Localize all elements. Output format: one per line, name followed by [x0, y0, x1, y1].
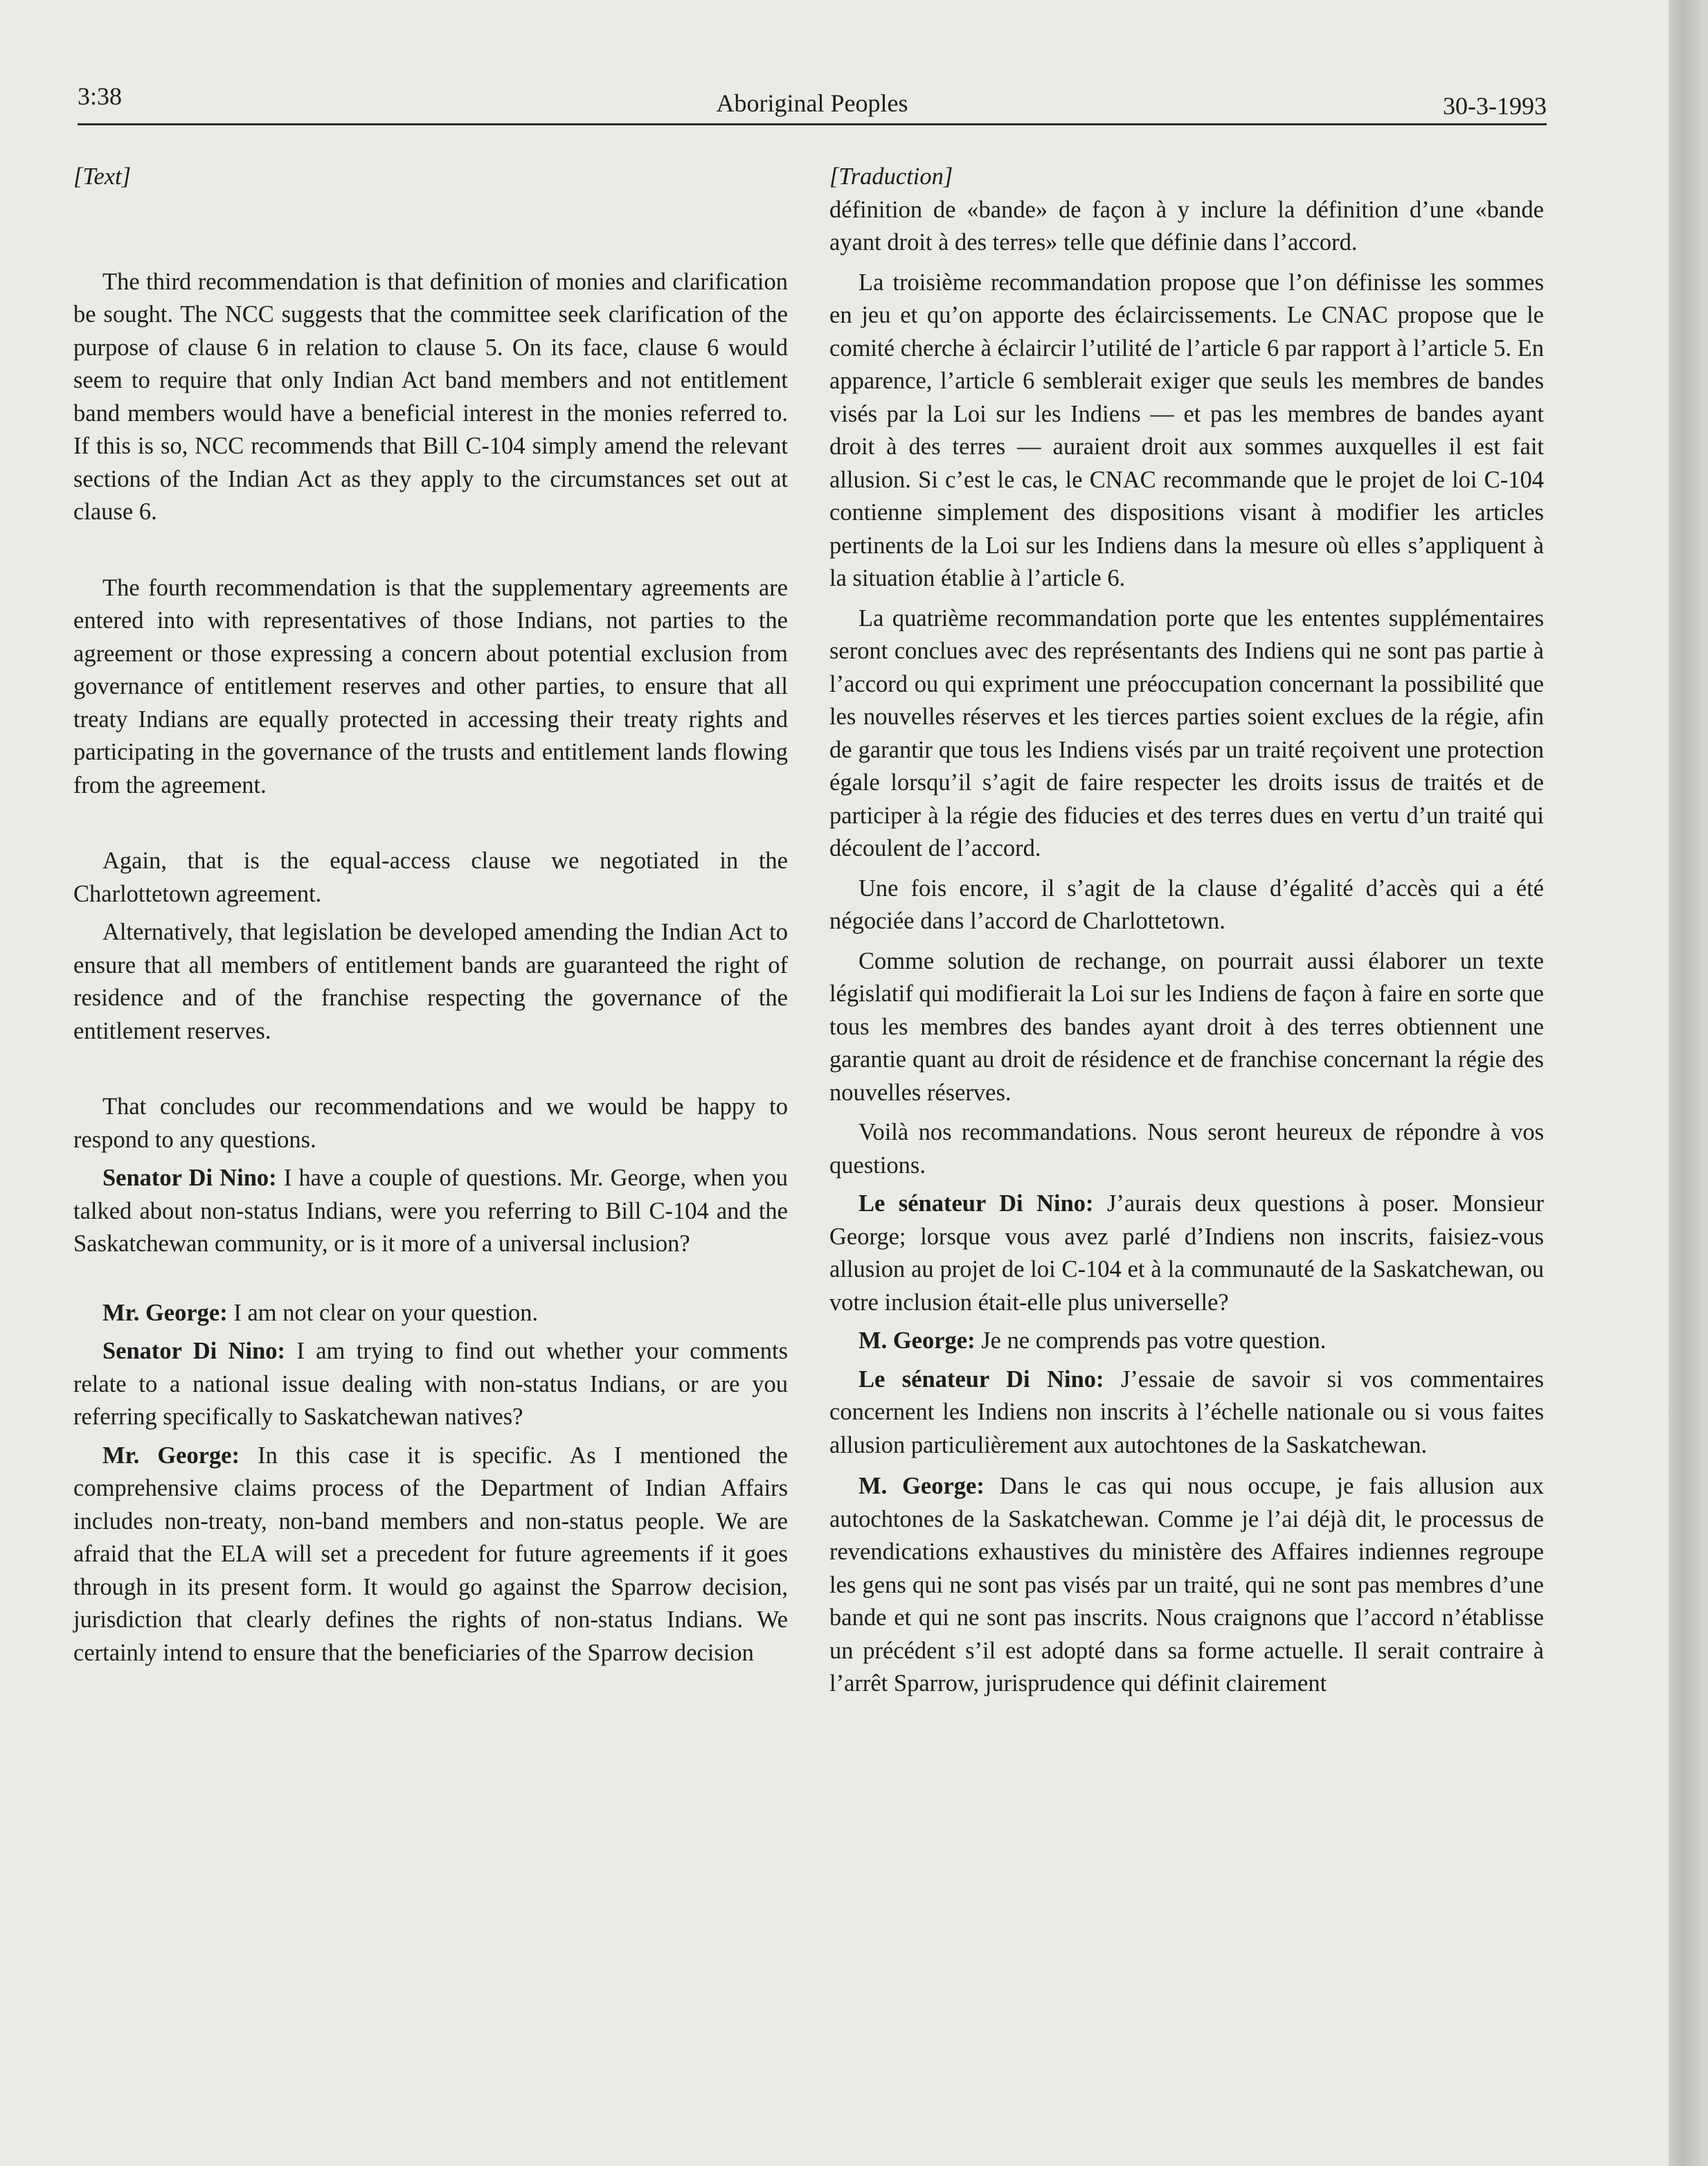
paragraph-text: Je ne comprends pas votre question.: [975, 1327, 1327, 1354]
speaker-name: Le sénateur Di Nino:: [859, 1190, 1094, 1217]
french-paragraph-5: [829, 945, 1544, 1110]
french-label: [Traduction]: [829, 163, 953, 190]
binding-edge: [1669, 0, 1708, 2166]
sitting-date: 30-3-1993: [1443, 92, 1547, 120]
french-column: [829, 161, 1544, 1701]
french-paragraph-7: [829, 1188, 1544, 1319]
french-paragraph-6: [829, 1116, 1544, 1182]
english-column: [73, 161, 788, 1670]
english-label: [Text]: [73, 163, 132, 190]
english-paragraph-6: [73, 1162, 788, 1261]
speaker-name: Le sénateur Di Nino:: [859, 1366, 1104, 1393]
french-paragraph-2: [829, 267, 1544, 596]
paragraph-text: J’aurais deux questions à poser. Monsieur George; lorsque vous avez parlé d’Indiens non inscrits, faisiez-vous allusion au projet de loi C-104 et à la communauté de la Saskatchewan, ou votre inclusion était-elle plus universelle?: [829, 1190, 1544, 1316]
french-paragraph-9: [829, 1363, 1544, 1462]
paragraph-text: That concludes our recommendations and we would be happy to respond to any questions.: [73, 1093, 788, 1153]
page-number: 3:38: [78, 82, 123, 110]
english-paragraph-5: [73, 1091, 788, 1156]
paragraph-text: Comme solution de rechange, on pourrait aussi élaborer un texte législatif qui modifierait la Loi sur les Indiens de façon à faire en sorte que tous les membres des bandes ayant droit à des terres obtiennent une garantie quant au droit de résidence et de franchise concernant la régie des nouvelles réserves.: [829, 947, 1544, 1106]
english-paragraph-1: [73, 266, 788, 529]
speaker-name: Senator Di Nino:: [102, 1338, 286, 1364]
paragraph-text: La troisième recommandation propose que l’on définisse les sommes en jeu et qu’on apporte des éclaircissements. Le CNAC propose que le comité cherche à éclaircir l’utilité de l’article 6 par rapport à l’article 5. En apparence, l’article 6 semblerait exiger que seuls les membres de bandes visés par la Loi sur les Indiens — et pas les membres de bandes ayant droit à des terres — auraient droit aux sommes auxquelles il est fait allusion. Si c’est le cas, le CNAC recommande que le projet de loi C-104 contienne simplement des dispositions visant à modifier les articles pertinents de la Loi sur les Indiens dans la mesure où elles s’appliquent à la situation établie à l’article 6.: [829, 269, 1544, 591]
running-title: Aboriginal Peoples: [716, 89, 908, 117]
paragraph-text: I am trying to find out whether your comments relate to a national issue dealing with non-status Indians, or are you referring specifically to Saskatchewan natives?: [73, 1338, 789, 1430]
page-header: [78, 82, 1547, 125]
paragraph-text: The fourth recommendation is that the supplementary agreements are entered into with representatives of those Indians, not parties to the agreement or those expressing a concern about potential exclusion from governance of entitlement reserves and other parties, to ensure that all treaty Indians are equally protected in accessing their treaty rights and participating in the governance of the trusts and entitlement lands flowing from the agreement.: [73, 574, 788, 798]
french-paragraph-8: [829, 1325, 1544, 1358]
french-body: [829, 194, 1544, 1701]
french-paragraph-4: [829, 872, 1544, 938]
english-paragraph-4: [73, 916, 788, 1048]
french-paragraph-10: [829, 1470, 1544, 1701]
paragraph-text: Again, that is the equal-access clause we negotiated in the Charlottetown agreement.: [73, 848, 788, 907]
paragraph-text: définition de «bande» de façon à y inclure la définition d’une «bande ayant droit à des terres» telle que définie dans l’accord.: [829, 196, 1544, 256]
speaker-name: M. George:: [859, 1473, 985, 1499]
paragraph-text: Une fois encore, il s’agit de la clause d’égalité d’accès qui a été négociée dans l’accord de Charlottetown.: [829, 875, 1544, 934]
paragraph-text: La quatrième recommandation porte que les ententes supplémentaires seront conclues avec des représentants des Indiens qui ne sont pas partie à l’accord ou qui expriment une préoccupation concernant la possibilité que les nouvelles réserves et les tierces parties soient exclues de la régie, afin de garantir que tous les Indiens visés par un traité reçoivent une protection égale lorsqu’il s’agit de faire respecter les droits issus de traités et de participer à la régie des fiducies et des terres dues en vertu d’un traité qui découlent de l’accord.: [829, 605, 1544, 861]
speaker-name: Senator Di Nino:: [102, 1165, 277, 1191]
paragraph-text: The third recommendation is that definition of monies and clarification be sought. The NCC suggests that the committee seek clarification of the purpose of clause 6 in relation to clause 5. On its face, clause 6 would seem to require that only Indian Act band members and not entitlement band members would have a beneficial interest in the monies referred to. If this is so, NCC recommends that Bill C-104 simply amend the relevant sections of the Indian Act as they apply to the circumstances set out at clause 6.: [73, 268, 788, 525]
french-paragraph-1: [829, 194, 1544, 260]
speaker-name: Mr. George:: [102, 1299, 228, 1326]
english-paragraph-3: [73, 845, 788, 911]
paragraph-text: In this case it is specific. As I mentioned the comprehensive claims process of the Department of Indian Affairs includes non-treaty, non-band members and non-status people. We are afraid that the ELA will set a precedent for future agreements if it goes through in its present form. It would go against the Sparrow decision, jurisdiction that clearly defines the rights of non-status Indians. We certainly intend to ensure that the beneficiaries of the Sparrow decision: [73, 1442, 788, 1666]
paragraph-text: I have a couple of questions. Mr. George, when you talked about non-status Indians, were you referring to Bill C-104 and the Saskatchewan community, or is it more of a universal inclusion?: [73, 1165, 789, 1257]
speaker-name: Mr. George:: [102, 1442, 240, 1469]
paragraph-text: J’essaie de savoir si vos commentaires concernent les Indiens non inscrits à l’échelle nationale ou si vous faites allusion particulièrement aux autochtones de la Saskatchewan.: [829, 1366, 1544, 1458]
speaker-name: M. George:: [859, 1327, 976, 1354]
english-paragraph-8: [73, 1335, 788, 1434]
paragraph-text: Alternatively, that legislation be developed amending the Indian Act to ensure that all members of entitlement bands are guaranteed the right of residence and of the franchise respecting the governance of the entitlement reserves.: [73, 919, 788, 1044]
english-paragraph-7: [73, 1297, 788, 1330]
paragraph-text: Dans le cas qui nous occupe, je fais allusion aux autochtones de la Saskatchewan. Comme je l’ai déjà dit, le processus de revendications exhaustives du ministère des Affaires indiennes regroupe les gens qui ne sont pas visés par un traité, qui ne sont pas membres d’une bande et qui ne sont pas inscrits. Nous craignons que l’accord n’établisse un précédent s’il est adopté dans sa forme actuelle. Il serait contraire à l’arrêt Sparrow, jurisprudence qui définit clairement: [829, 1473, 1545, 1697]
french-paragraph-3: [829, 602, 1544, 866]
english-paragraph-2: [73, 572, 788, 803]
english-body: [73, 266, 788, 1670]
english-paragraph-9: [73, 1440, 788, 1670]
paragraph-text: Voilà nos recommandations. Nous seront heureux de répondre à vos questions.: [829, 1119, 1544, 1179]
paragraph-text: I am not clear on your question.: [227, 1299, 539, 1326]
